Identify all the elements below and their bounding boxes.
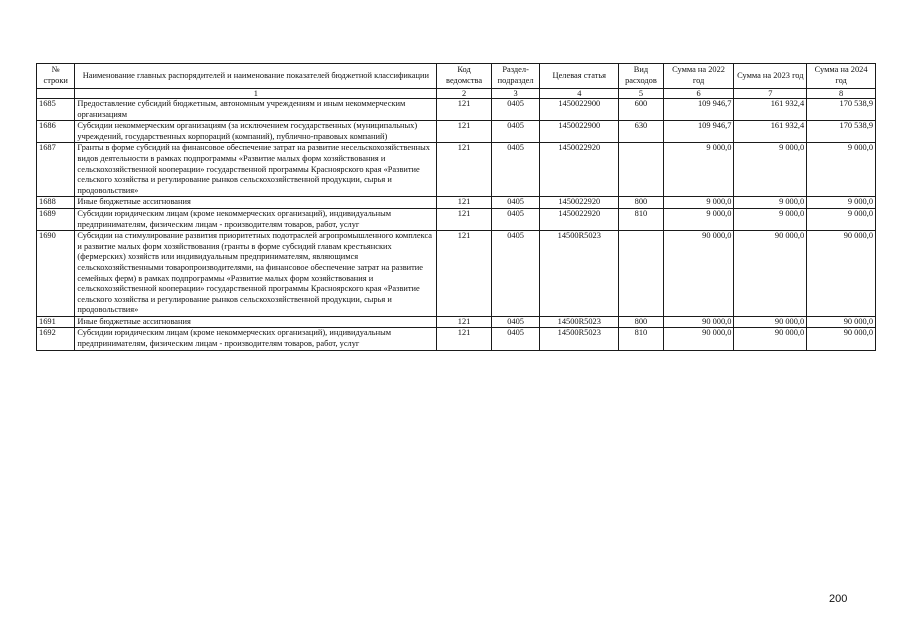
column-number: 6 (663, 89, 734, 99)
expense-type: 600 (619, 99, 663, 121)
expense-type: 810 (619, 328, 663, 350)
expense-type (619, 231, 663, 317)
section-code: 0405 (491, 121, 540, 143)
section-code: 0405 (491, 143, 540, 197)
sum-2023: 90 000,0 (734, 328, 807, 350)
sum-2024: 170 538,9 (807, 99, 876, 121)
target-article: 1450022900 (540, 121, 619, 143)
column-number: 1 (75, 89, 437, 99)
sum-2024: 90 000,0 (807, 328, 876, 350)
department-code: 121 (437, 316, 492, 328)
expense-type: 810 (619, 208, 663, 230)
row-name: Предоставление субсидий бюджетным, автономным учреждениям и иным некоммерческим организациям (75, 99, 437, 121)
sum-2022: 109 946,7 (663, 99, 734, 121)
row-name: Иные бюджетные ассигнования (75, 316, 437, 328)
sum-2022: 109 946,7 (663, 121, 734, 143)
sum-2024: 9 000,0 (807, 197, 876, 209)
sum-2022: 9 000,0 (663, 143, 734, 197)
sum-2024: 90 000,0 (807, 316, 876, 328)
sum-2022: 90 000,0 (663, 231, 734, 317)
row-number: 1689 (37, 208, 75, 230)
header-department-code: Код ведомства (437, 64, 492, 89)
sum-2023: 9 000,0 (734, 143, 807, 197)
department-code: 121 (437, 208, 492, 230)
header-section: Раздел-подраздел (491, 64, 540, 89)
row-number: 1685 (37, 99, 75, 121)
table-row (37, 208, 876, 230)
table-row (37, 328, 876, 350)
sum-2023: 161 932,4 (734, 99, 807, 121)
target-article: 1450022920 (540, 197, 619, 209)
sum-2022: 90 000,0 (663, 328, 734, 350)
row-name: Субсидии юридическим лицам (кроме некоммерческих организаций), индивидуальным предпринимателям, физическим лицам - производителям товаров, работ, услуг (75, 208, 437, 230)
section-code: 0405 (491, 99, 540, 121)
column-number (37, 89, 75, 99)
column-number: 4 (540, 89, 619, 99)
department-code: 121 (437, 197, 492, 209)
target-article: 1450022920 (540, 208, 619, 230)
sum-2023: 9 000,0 (734, 208, 807, 230)
table-row (37, 99, 876, 121)
target-article: 1450022900 (540, 99, 619, 121)
section-code: 0405 (491, 231, 540, 317)
column-number: 3 (491, 89, 540, 99)
target-article: 14500R5023 (540, 231, 619, 317)
row-number: 1692 (37, 328, 75, 350)
target-article: 14500R5023 (540, 328, 619, 350)
department-code: 121 (437, 99, 492, 121)
row-name: Иные бюджетные ассигнования (75, 197, 437, 209)
column-number-row (37, 89, 876, 99)
row-number: 1687 (37, 143, 75, 197)
sum-2022: 9 000,0 (663, 197, 734, 209)
table-row (37, 197, 876, 209)
sum-2024: 9 000,0 (807, 208, 876, 230)
row-number: 1686 (37, 121, 75, 143)
sum-2022: 90 000,0 (663, 316, 734, 328)
header-row (37, 64, 876, 89)
row-name: Субсидии на стимулирование развития приоритетных подотраслей агропромышленного комплекса и развитие малых форм хозяйствования (гранты в форме субсидий главам крестьянских (фермерских) хозяйств или индивидуальным предпринимателям, являющимся сельскохозяйственными товаропроизводителями, на финансовое обеспечение затрат на развитие семейных ферм) в рамках подпрограммы «Развитие малых форм хозяйствования и сельскохозяйственной кооперации» государственной программы Красноярского края «Развитие сельского хозяйства и регулирование рынков сельскохозяйственной продукции, сырья и продовольствия» (75, 231, 437, 317)
expense-type: 630 (619, 121, 663, 143)
header-sum-2022: Сумма на 2022 год (663, 64, 734, 89)
table-row (37, 231, 876, 317)
department-code: 121 (437, 121, 492, 143)
sum-2024: 170 538,9 (807, 121, 876, 143)
table-row (37, 143, 876, 197)
sum-2024: 9 000,0 (807, 143, 876, 197)
table-row (37, 121, 876, 143)
department-code: 121 (437, 143, 492, 197)
row-name: Субсидии юридическим лицам (кроме некоммерческих организаций), индивидуальным предпринимателям, физическим лицам - производителям товаров, работ, услуг (75, 328, 437, 350)
column-number: 2 (437, 89, 492, 99)
row-number: 1690 (37, 231, 75, 317)
sum-2023: 161 932,4 (734, 121, 807, 143)
row-name: Гранты в форме субсидий на финансовое обеспечение затрат на развитие несельскохозяйственных видов деятельности в рамках подпрограммы «Развитие малых форм хозяйствования и сельскохозяйственной кооперации» государственной программы Красноярского края «Развитие сельского хозяйства и регулирование рынков сельскохозяйственной продукции, сырья и продовольствия» (75, 143, 437, 197)
department-code: 121 (437, 231, 492, 317)
target-article: 14500R5023 (540, 316, 619, 328)
expense-type: 800 (619, 316, 663, 328)
expense-type (619, 143, 663, 197)
column-number: 8 (807, 89, 876, 99)
section-code: 0405 (491, 197, 540, 209)
page-number: 200 (829, 593, 848, 605)
row-name: Субсидии некоммерческим организациям (за исключением государственных (муниципальных) учреждений, государственных корпораций (компаний), публично-правовых компаний) (75, 121, 437, 143)
row-number: 1691 (37, 316, 75, 328)
header-sum-2024: Сумма на 2024 год (807, 64, 876, 89)
budget-table (36, 63, 876, 351)
column-number: 7 (734, 89, 807, 99)
section-code: 0405 (491, 316, 540, 328)
header-sum-2023: Сумма на 2023 год (734, 64, 807, 89)
header-target-article: Целевая статья (540, 64, 619, 89)
section-code: 0405 (491, 328, 540, 350)
target-article: 1450022920 (540, 143, 619, 197)
sum-2024: 90 000,0 (807, 231, 876, 317)
row-number: 1688 (37, 197, 75, 209)
sum-2023: 9 000,0 (734, 197, 807, 209)
header-name: Наименование главных распорядителей и наименование показателей бюджетной классификации (75, 64, 437, 89)
department-code: 121 (437, 328, 492, 350)
header-row-number: № строки (37, 64, 75, 89)
expense-type: 800 (619, 197, 663, 209)
sum-2023: 90 000,0 (734, 316, 807, 328)
sum-2023: 90 000,0 (734, 231, 807, 317)
table-row (37, 316, 876, 328)
section-code: 0405 (491, 208, 540, 230)
header-expense-type: Вид расходов (619, 64, 663, 89)
column-number: 5 (619, 89, 663, 99)
sum-2022: 9 000,0 (663, 208, 734, 230)
